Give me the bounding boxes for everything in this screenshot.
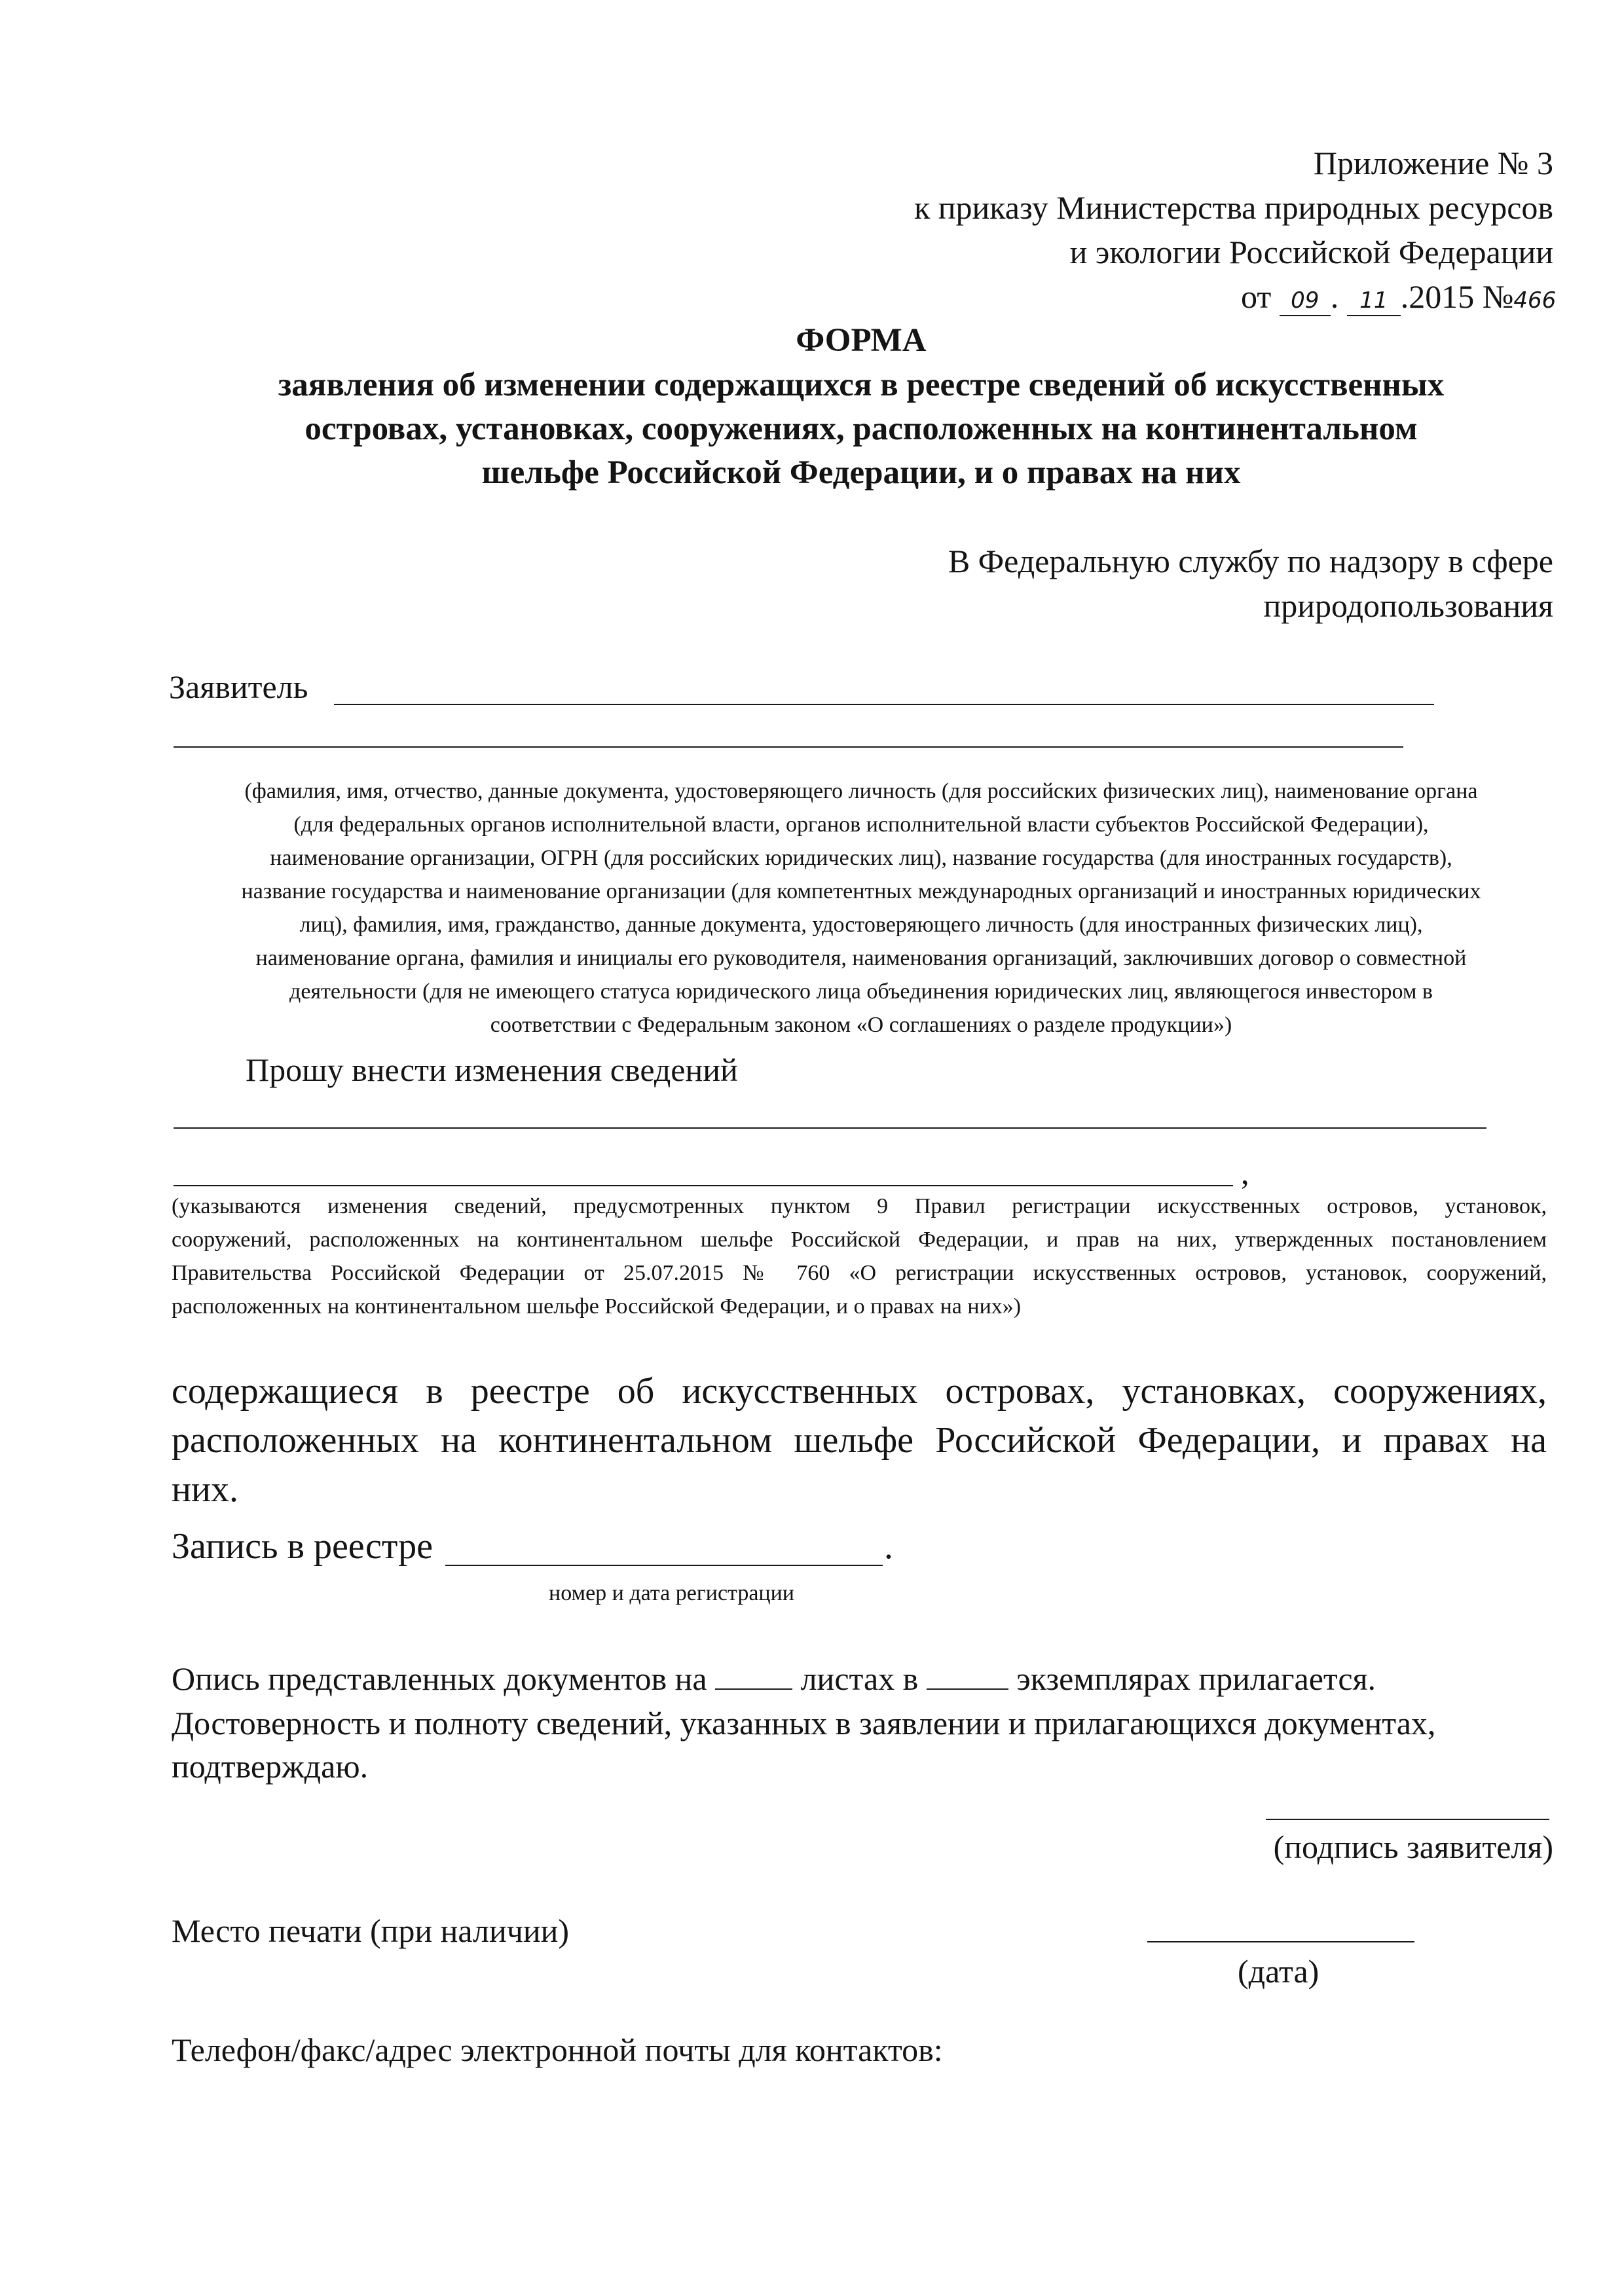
request-hint-line: Правительства Российской Федерации от 25.07.2015 № 760 «О регистрации искусственных островов, установок, сооружений, xyxy=(172,1261,1547,1285)
appendix-number: Приложение № 3 xyxy=(1313,145,1553,181)
request-field-line2[interactable] xyxy=(174,1185,1233,1186)
inventory-text: экземплярах прилагается. xyxy=(1016,1660,1376,1697)
handwritten-order-number: 466 xyxy=(1513,287,1557,314)
signature-field-line[interactable] xyxy=(1266,1819,1549,1820)
copies-count-field[interactable] xyxy=(927,1662,1008,1690)
applicant-hint-line: деятельности (для не имеющего статуса юридического лица объединения юридических лиц, являющегося инвестором в xyxy=(289,979,1433,1004)
addressee-line1: В Федеральную службу по надзору в сфере xyxy=(948,543,1553,579)
date-hint: (дата) xyxy=(1238,1953,1320,1990)
number-prefix: № xyxy=(1482,278,1514,315)
handwritten-day: 09 xyxy=(1280,286,1331,316)
applicant-hint-line: соответствии с Федеральным законом «О соглашениях о разделе продукции») xyxy=(490,1013,1232,1037)
registry-field-line[interactable] xyxy=(445,1565,883,1566)
request-hint-line: (указываются изменения сведений, предусмотренных пунктом 9 Правил регистрации искусственных островов, установок, xyxy=(172,1194,1547,1218)
form-title-line3: шельфе Российской Федерации, и о правах на них xyxy=(481,454,1241,491)
form-title-line1: заявления об изменении содержащихся в реестре сведений об искусственных xyxy=(278,367,1445,403)
inventory-text: Опись представленных документов на xyxy=(172,1660,707,1697)
applicant-hint-line: (для федеральных органов исполнительной власти, органов исполнительной власти субъектов Российской Федерации), xyxy=(293,812,1429,837)
request-hint-line: сооружений, расположенных на континентальном шельфе Российской Федерации, и прав на них, утвержденных постановлением xyxy=(172,1228,1547,1252)
registry-label: Запись в реестре xyxy=(172,1526,433,1567)
form-heading: ФОРМА xyxy=(796,322,927,359)
registry-hint: номер и дата регистрации xyxy=(549,1581,794,1605)
applicant-hint-line: наименование организации, ОГРН (для российских юридических лиц), название государства (для иностранных государств), xyxy=(270,846,1452,870)
applicant-hint-line: название государства и наименование организации (для компетентных международных организаций и иностранных юридических xyxy=(241,879,1481,903)
inventory-text: листах в xyxy=(800,1660,919,1697)
request-field-line1[interactable] xyxy=(174,1127,1486,1129)
sheets-count-field[interactable] xyxy=(715,1662,792,1690)
inventory-line1 xyxy=(172,1653,1376,1704)
applicant-field-line2[interactable] xyxy=(174,746,1403,748)
order-reference-line1: к приказу Министерства природных ресурсов xyxy=(913,189,1553,226)
request-body-line: расположенных на континентальном шельфе Российской Федерации, и правах на xyxy=(172,1420,1547,1461)
stamp-label: Место печати (при наличии) xyxy=(172,1912,570,1949)
order-date-number: от 09 . 11 .2015 №466 xyxy=(1241,278,1557,315)
request-hint-line: расположенных на континентальном шельфе Российской Федерации, и о правах на них») xyxy=(172,1294,1022,1319)
date-field-line[interactable] xyxy=(1147,1941,1414,1942)
applicant-hint-line: (фамилия, имя, отчество, данные документа, удостоверяющего личность (для российских физических лиц), наименование органа xyxy=(244,779,1478,803)
request-body-line: них. xyxy=(172,1469,238,1510)
handwritten-month: 11 xyxy=(1347,286,1401,316)
request-comma: , xyxy=(1241,1154,1249,1191)
registry-period: . xyxy=(884,1526,893,1567)
addressee-line2: природопользования xyxy=(1263,587,1553,624)
applicant-label: Заявитель xyxy=(169,668,308,705)
request-label: Прошу внести изменения сведений xyxy=(246,1051,738,1088)
applicant-hint-line: наименование органа, фамилия и инициалы его руководителя, наименования организаций, заключивших договор о совместной xyxy=(255,946,1467,970)
request-body xyxy=(172,1367,1547,1514)
form-title-line2: островах, установках, сооружениях, расположенных на континентальном xyxy=(304,410,1418,447)
applicant-field-line1[interactable] xyxy=(334,704,1434,705)
applicant-hint xyxy=(131,774,1591,1042)
certification-line2: подтверждаю. xyxy=(172,1748,369,1785)
signature-hint: (подпись заявителя) xyxy=(1273,1829,1553,1865)
contacts-label: Телефон/факс/адрес электронной почты для контактов: xyxy=(172,2032,943,2068)
order-reference-line2: и экологии Российской Федерации xyxy=(1069,234,1553,270)
request-hint xyxy=(172,1190,1547,1323)
certification-line1: Достоверность и полноту сведений, указанных в заявлении и прилагающихся документах, xyxy=(172,1705,1436,1741)
date-year: .2015 xyxy=(1400,278,1475,315)
applicant-hint-line: лиц), фамилия, имя, гражданство, данные документа, удостоверяющего личность (для иностранных физических лиц), xyxy=(299,913,1423,937)
date-prefix: от xyxy=(1241,278,1272,315)
request-body-line: содержащиеся в реестре об искусственных островах, установках, сооружениях, xyxy=(172,1371,1547,1412)
